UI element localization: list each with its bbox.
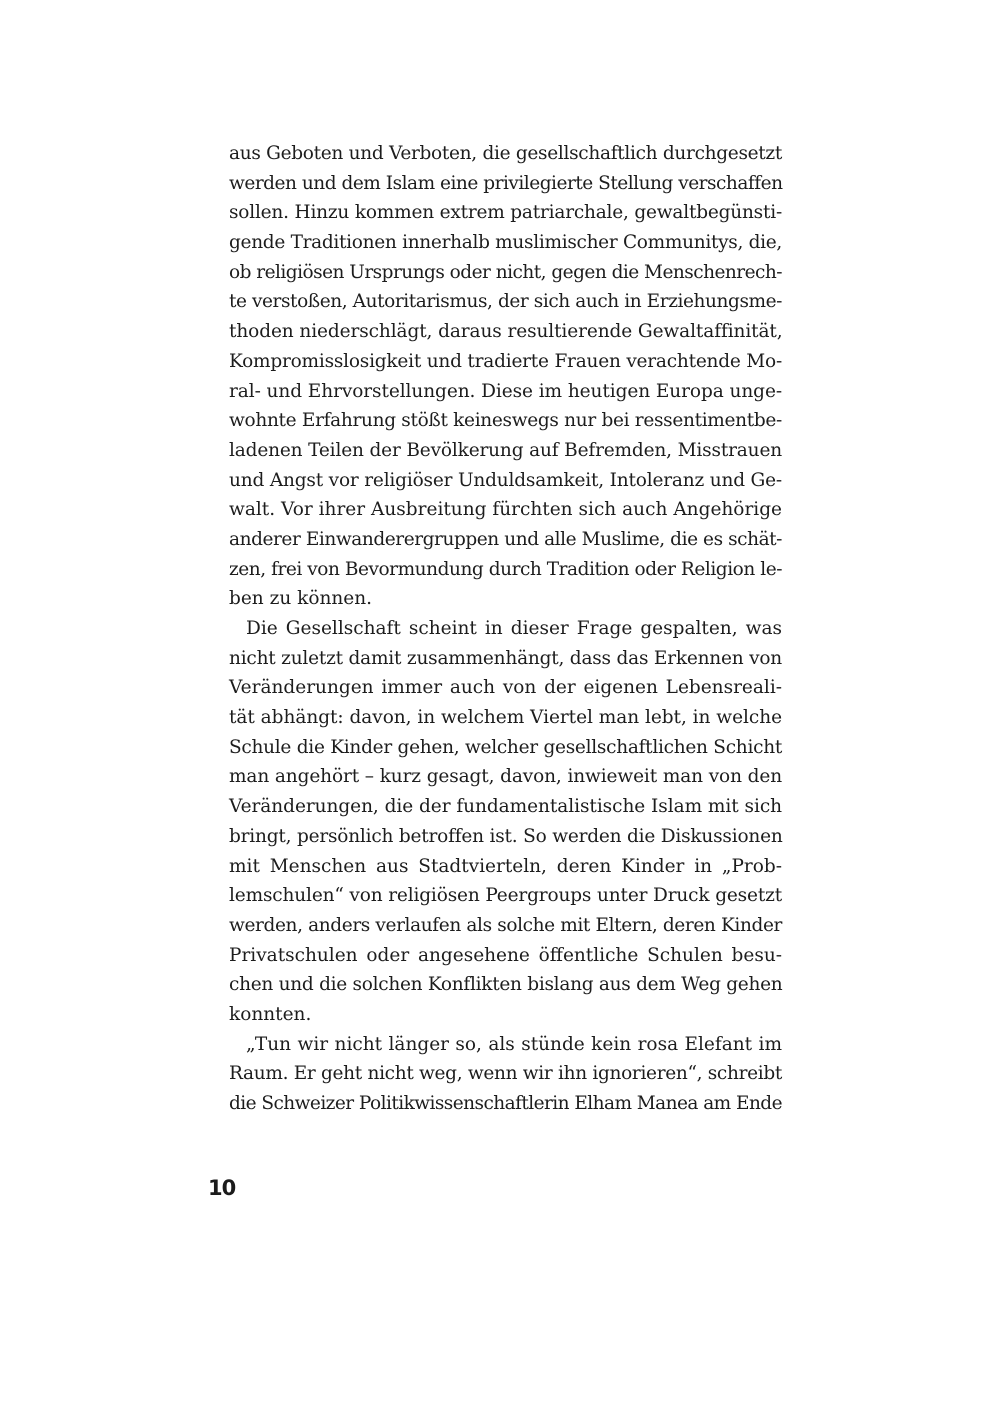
text-line: konnten. bbox=[229, 1003, 312, 1025]
text-line: „Tun wir nicht länger so, als stünde kein rosa Elefant im bbox=[246, 1033, 782, 1055]
text-line: man angehört – kurz gesagt, davon, inwieweit man von den bbox=[229, 766, 782, 788]
text-line: sollen. Hinzu kommen extrem patriarchale, gewaltbegünsti- bbox=[229, 202, 782, 224]
text-line: gende Traditionen innerhalb muslimischer Communitys, die, bbox=[229, 232, 782, 254]
text-line: Veränderungen, die der fundamentalistische Islam mit sich bbox=[229, 796, 782, 818]
text-line: anderer Einwanderergruppen und alle Muslime, die es schät- bbox=[229, 528, 782, 550]
text-line: tät abhängt: davon, in welchem Viertel man lebt, in welche bbox=[229, 707, 782, 729]
body-text bbox=[229, 139, 782, 1119]
text-line: Veränderungen immer auch von der eigenen Lebensreali- bbox=[229, 677, 782, 699]
text-line: Privatschulen oder angesehene öffentliche Schulen besu- bbox=[229, 944, 782, 966]
text-line: wohnte Erfahrung stößt keineswegs nur bei ressentimentbe- bbox=[229, 410, 782, 432]
text-line: walt. Vor ihrer Ausbreitung fürchten sich auch Angehörige bbox=[229, 499, 782, 521]
text-line: lemschulen“ von religiösen Peergroups unter Druck gesetzt bbox=[229, 885, 782, 907]
paragraph bbox=[229, 139, 782, 614]
text-line: ral- und Ehrvorstellungen. Diese im heutigen Europa unge- bbox=[229, 380, 782, 402]
text-line: aus Geboten und Verboten, die gesellschaftlich durchgesetzt bbox=[229, 143, 782, 164]
text-line: nicht zuletzt damit zusammenhängt, dass das Erkennen von bbox=[229, 647, 782, 669]
text-line: thoden niederschlägt, daraus resultierende Gewaltaffinität, bbox=[229, 321, 783, 343]
text-line: ob religiösen Ursprungs oder nicht, gegen die Menschenrech- bbox=[229, 261, 782, 283]
text-line: bringt, persönlich betroffen ist. So werden die Diskussionen bbox=[229, 825, 783, 847]
text-line: die Schweizer Politikwissenschaftlerin Elham Manea am Ende bbox=[229, 1093, 782, 1114]
text-line: werden und dem Islam eine privilegierte Stellung verschaffen bbox=[229, 172, 783, 194]
text-line: ladenen Teilen der Bevölkerung auf Befremden, Misstrauen bbox=[229, 439, 782, 461]
text-line: Die Gesellschaft scheint in dieser Frage gespalten, was bbox=[246, 618, 782, 639]
text-line: chen und die solchen Konflikten bislang aus dem Weg gehen bbox=[229, 974, 783, 996]
page-number: 10 bbox=[208, 1176, 236, 1200]
text-line: mit Menschen aus Stadtvierteln, deren Kinder in „Prob- bbox=[229, 855, 782, 877]
text-line: zen, frei von Bevormundung durch Tradition oder Religion le- bbox=[229, 558, 782, 580]
text-line: Raum. Er geht nicht weg, wenn wir ihn ignorieren“, schreibt bbox=[229, 1063, 782, 1085]
text-line: ben zu können. bbox=[229, 588, 373, 610]
paragraph bbox=[229, 1030, 782, 1119]
text-line: Kompromisslosigkeit und tradierte Frauen verachtende Mo- bbox=[229, 350, 782, 372]
paragraph bbox=[229, 614, 782, 1030]
text-line: werden, anders verlaufen als solche mit Eltern, deren Kinder bbox=[229, 914, 782, 936]
text-line: und Angst vor religiöser Unduldsamkeit, Intoleranz und Ge- bbox=[229, 469, 782, 491]
text-line: Schule die Kinder gehen, welcher gesellschaftlichen Schicht bbox=[229, 736, 782, 758]
text-line: te verstoßen, Autoritarismus, der sich auch in Erziehungsme- bbox=[229, 291, 782, 313]
